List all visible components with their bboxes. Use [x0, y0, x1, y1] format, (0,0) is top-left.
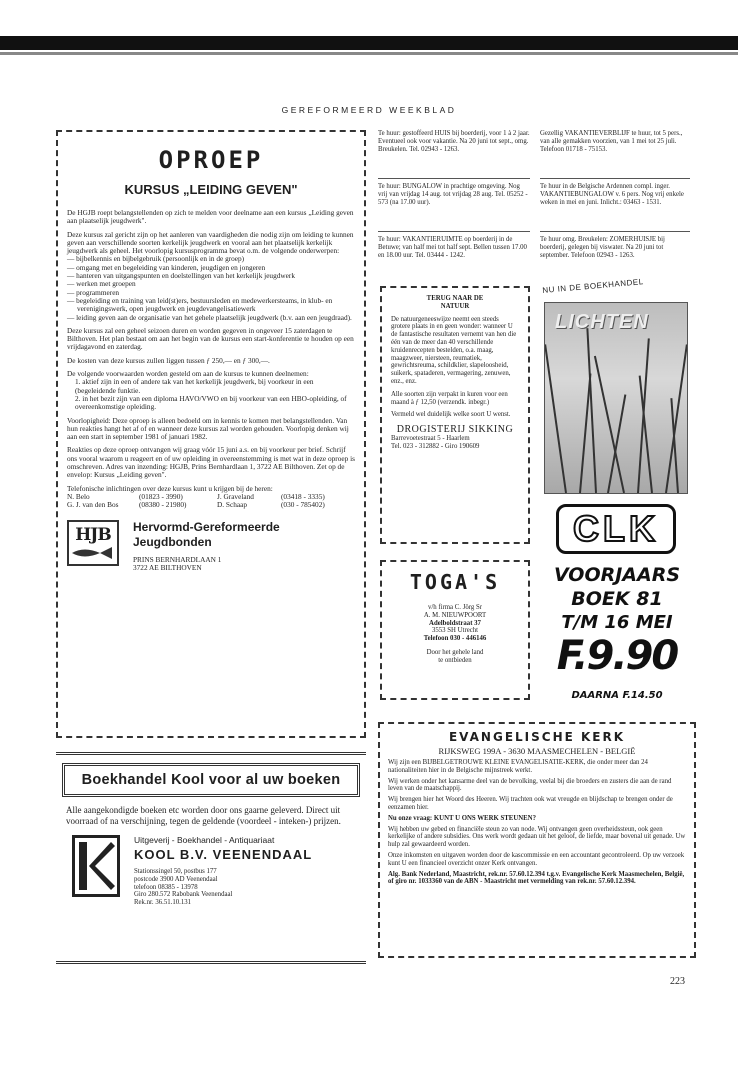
- kool-intro: Alle aangekondigde boeken etc worden door ons gaarne geleverd. Direct uit voorraad of na verschijning, tegen de geldende (voordeel - inteken-) prijzen.: [66, 805, 341, 826]
- togas-title: TOGA'S: [409, 570, 501, 594]
- sikking-ad: [380, 286, 530, 544]
- oproep-subtitle: KURSUS „LEIDING GEVEN": [124, 182, 298, 197]
- kool-address: Rek.nr. 36.51.10.131: [134, 899, 192, 907]
- togas-firm: v/h firma C. Jörg Sr: [427, 604, 483, 611]
- oproep-condition: 2. in het bezit zijn van een diploma HAVO/VWO en bij voorkeur van een HBO-opleiding, of overeenkomstige opleiding.: [75, 393, 347, 412]
- hgjb-logo-text: HJB: [75, 524, 111, 545]
- kool-title: Boekhandel Kool voor al uw boeken: [62, 763, 360, 797]
- oproep-conditions-intro: De volgende voorwaarden worden gesteld om aan de kursus te kunnen deelnemen:: [67, 369, 309, 379]
- sikking-phone: Tel. 023 - 312882 - Giro 190609: [391, 442, 480, 450]
- oproep-phone-intro: Telefonische inlichtingen over deze kursus kunt u krijgen bij de heren:: [67, 483, 273, 493]
- kool-address: telefoon 08385 - 13978: [134, 883, 198, 891]
- evang-address: RIJKSWEG 199A - 3630 MAASMECHELEN - BELGIË: [438, 746, 636, 756]
- oproep-title: OPROEP: [158, 146, 264, 174]
- kool-address: Giro 280.572 Rabobank Veenendaal: [134, 891, 233, 899]
- contact-tel: (030 - 785402): [281, 500, 325, 510]
- contact-name: G. J. van den Bos: [67, 500, 119, 510]
- org-name: Jeugdbonden: [133, 534, 212, 549]
- list-item: — omgang met en begeleiding van kinderen, jeugdigen en jongeren: [67, 264, 355, 272]
- togas-note: Door het gehele land: [426, 648, 484, 656]
- contact-name: D. Schaap: [217, 500, 247, 510]
- boekweek-ad: [538, 277, 696, 714]
- list-item: — programmeren: [67, 289, 355, 297]
- scan-edge-line: [0, 52, 738, 55]
- evang-paragraph: Wij zijn een BIJBELGETROUWE KLEINE EVANGELISATIE-KERK, die onder meer dan 24 nationaliteiten hier in de Belgische mijnstreek werkt.: [388, 759, 648, 774]
- list-item: — werken met groepen: [67, 280, 355, 288]
- sikking-body: Vermeld wel duidelijk welke soort U wenst.: [391, 411, 511, 419]
- boekweek-line: VOORJAARS: [553, 564, 681, 586]
- kool-logo: [72, 835, 120, 897]
- oproep-reactions: Reakties op deze oproep ontvangen wij graag vóór 15 juni a.s. en bij voorkeur per brief. Schrijf ons vooral waarom u reageert en of uw opleiding in overeenstemming is met wat in deze oproep is omschreven. Adres van inzending: HGJB, Prins Bernhardlaan 1, 3722 AE Bilthoven. Zet op de envelop: Kursus „Leiding geven".: [67, 445, 355, 480]
- sikking-address: Barrevoetestraat 5 - Haarlem: [391, 435, 470, 443]
- kool-logo-mark: [75, 838, 117, 894]
- kool-ad: [56, 752, 366, 964]
- book-cover-photo: [544, 302, 688, 494]
- list-item: — begeleiding en training van leid(st)ers, bestuursleden en medewerkersteams, in klub- en verenigingswerk, open jeugdwerk en jeugdevangelisatiewerk: [67, 297, 355, 314]
- classified-ad: Te huur omg. Breukelen: ZOMERHUISJE bij boerderij, gelegen bij viswater. Na 20 juni tot september. Telefoon 02943 - 1263.: [540, 236, 665, 259]
- boekweek-after: DAARNA F.14.50: [571, 690, 663, 701]
- boekweek-caption: NU IN DE BOEKHANDEL: [542, 277, 644, 295]
- classifieds-col-1: [378, 130, 530, 272]
- oproep-ad: [56, 130, 366, 738]
- contact-tel: (08380 - 21980): [139, 500, 187, 510]
- list-item: — bijbelkennis en bijbelgebruik (persoonlijk en in de groep): [67, 255, 355, 263]
- kool-address: postcode 3900 AD Veenendaal: [134, 875, 218, 883]
- classified-ad: Te huur: VAKANTIERUIMTE op boerderij in de Betuwe; van half mei tot half sept. Bellen tussen 17.00 en 18.00 uur. Tel. 03444 - 1242.: [378, 236, 527, 259]
- classified-ad: Gezellig VAKANTIEVERBLIJF te huur, tot 5 pers., van alle gemakken voorzien, van 1 mei tot 25 juli. Telefoon 01718 - 75153.: [540, 130, 683, 153]
- hgjb-footer: [67, 520, 355, 573]
- clk-logo: [556, 504, 676, 554]
- org-name: Hervormd-Gereformeerde: [133, 519, 280, 534]
- contact-tel: (01823 - 3990): [139, 491, 183, 501]
- kool-address: Stationssingel 50, postbus 177: [134, 868, 217, 875]
- sikking-title: NATUUR: [440, 302, 470, 310]
- page-number: 223: [670, 976, 685, 987]
- contact-name: J. Graveland: [217, 491, 254, 501]
- togas-owner: A. M. NIEUWPOORT: [423, 611, 487, 619]
- evang-paragraph: Wij brengen hier het Woord des Heeren. Wij trachten ook wat vreugde en blijdschap te brengen onder de eenzamen hier.: [388, 796, 673, 811]
- classified-ad: Te huur: gestoffeerd HUIS bij boerderij, voor 1 à 2 jaar. Eventueel ook voor vakantie. Na 20 juni tot sept., omg. Breukelen. Tel. 02943 - 1263.: [378, 130, 530, 153]
- classified-ad: Te huur: BUNGALOW in prachtige omgeving. Nog vrij van vrijdag 14 aug. tot vrijdag 28 aug. Tel. 05252 - 573 (na 17.00 uur).: [378, 183, 528, 206]
- boekweek-price: F.9.90: [556, 633, 678, 679]
- book-cover-title: LICHTEN: [555, 311, 649, 333]
- contact-name: N. Belo: [67, 491, 90, 501]
- classifieds-col-2: [540, 130, 690, 276]
- oproep-intro: De HGJB roept belangstellenden op zich te melden voor deelname aan een kursus „Leiding geven aan plaatselijk jeugdwerk".: [67, 208, 354, 226]
- contact-tel: (03418 - 3335): [281, 491, 325, 501]
- sikking-name: DROGISTERIJ SIKKING: [396, 424, 514, 436]
- list-item: — hanteren van uitgangspunten en doelstellingen van het kerkelijk jeugdwerk: [67, 272, 355, 280]
- togas-phone: Telefoon 030 - 446146: [423, 635, 487, 643]
- togas-ad: [380, 560, 530, 700]
- classified-ad: Te huur in de Belgische Ardennen compl. inger. VAKANTIEBUNGALOW v. 6 pers. Nog vrij enkele weken in mei en juni. Inlicht.: 03463 - 1531.: [540, 183, 684, 206]
- togas-note: te ontbieden: [438, 656, 472, 664]
- oproep-topics: [67, 255, 355, 321]
- sikking-title: TERUG NAAR DE: [426, 295, 484, 302]
- evangelische-kerk-ad: [378, 722, 696, 958]
- hgjb-logo: [67, 520, 119, 566]
- clk-logo-text: CLK: [573, 508, 659, 549]
- list-item: — leiding geven aan de organisatie van het gehele plaatselijk jeugdwerk (b.v. aan een jeugdraad).: [67, 314, 355, 322]
- running-head: GEREFORMEERD WEEKBLAD: [281, 105, 457, 115]
- boekweek-line: T/M 16 MEI: [561, 612, 673, 633]
- oproep-condition: 1. aktief zijn in een of andere tak van het kerkelijk jeugdwerk, bij voorkeur in een (begeleidende funktie.: [75, 377, 314, 395]
- togas-city: 3553 SH Utrecht: [431, 627, 479, 635]
- kool-tagline: Uitgeverij - Boekhandel - Antiquariaat: [134, 835, 275, 845]
- boekweek-line: BOEK 81: [571, 588, 663, 610]
- scan-edge-bar: [0, 36, 738, 50]
- evang-paragraph: Wij hebben uw gebed en financiële steun zo van node. Wij ontvangen geen overheidssteun, ook geen kerkelijke of andere subsidies. Ons werk wordt gedaan uit het geloof, de liefde, maar bovenal uit genade. Uw hulp zal gewaardeerd worden.: [388, 825, 686, 849]
- oproep-para1: Deze kursus zal gericht zijn op het aanleren van vaardigheden die nodig zijn om leiding te kunnen geven aan verschillende soorten kerkelijk jeugdwerk en vooral aan het plaatselijk kerkelijk jeugdwerk als geheel. Het voorlopig kursusprogramma bevat o.m. de volgende onderwerpen:: [67, 229, 354, 256]
- togas-street: Adelboldstraat 37: [429, 619, 481, 627]
- kool-name: KOOL B.V. VEENENDAAL: [134, 847, 313, 862]
- evang-paragraph: Onze inkomsten en uitgaven worden door de kascommissie en een accountant gecontroleerd. Op uw verzoek kunt U een financieel overzicht onzer Kerk ontvangen.: [388, 851, 685, 867]
- sikking-body: De natuurgeneeswijze neemt een steeds grotere plaats in en geen wonder: wanneer U de fantastische resultaten vernemt van hen die één van de meer dan 40 verschillende kruidenrecepten bestelden, o.a. maag, maagzweer, niersteen, reumatiek, gewrichtsreuma, schildklier, slapeloosheid, suikerk, spataderen, vermagering, zenuwen, enz., enz.: [391, 315, 517, 385]
- evang-question: Nu onze vraag: KUNT U ONS WERK STEUNEN?: [388, 814, 536, 822]
- contacts-table: [67, 493, 355, 510]
- oproep-costs: De kosten van deze kursus zullen liggen tussen ƒ 250,— en ƒ 300,—.: [67, 355, 270, 365]
- oproep-provisional: Voorlopigheid: Deze oproep is alleen bedoeld om in kennis te komen met belangstellenden. Van hun reakties hangt het af of en wanneer deze kursus zal worden gehouden. Voorlopig denken wij aan een start in september 1981 of januari 1982.: [67, 415, 349, 442]
- evang-bank: Alg. Bank Nederland, Maastricht, rek.nr. 57.60.12.394 t.g.v. Evangelische Kerk Maasmechelen, België, of giro nr. 1033360 van de ABN - Maastricht met vermelding van rek.nr. 57.60.12.394.: [388, 870, 685, 886]
- org-address: 3722 AE BILTHOVEN: [133, 562, 202, 572]
- sikking-body: Alle soorten zijn verpakt in kuren voor een maand à ƒ 12,50 (verzendk. inbegr.): [391, 390, 508, 406]
- oproep-para2: Deze kursus zal een geheel seizoen duren en worden gegeven in ongeveer 15 zaterdagen te Bilthoven. Het plan bestaat om aan het begin van de kursus een start-konferentie te houden op een vrijdagavond en zaterdag.: [67, 325, 354, 352]
- fish-icon: [70, 546, 116, 560]
- evang-title: EVANGELISCHE KERK: [448, 730, 626, 744]
- evang-paragraph: Wij werken onder het kansarme deel van de bevolking, veelal bij die broeders en zusters die aan de rand leven van de maatschappij.: [388, 777, 672, 793]
- org-address: PRINS BERNHARDLAAN 1: [133, 554, 222, 564]
